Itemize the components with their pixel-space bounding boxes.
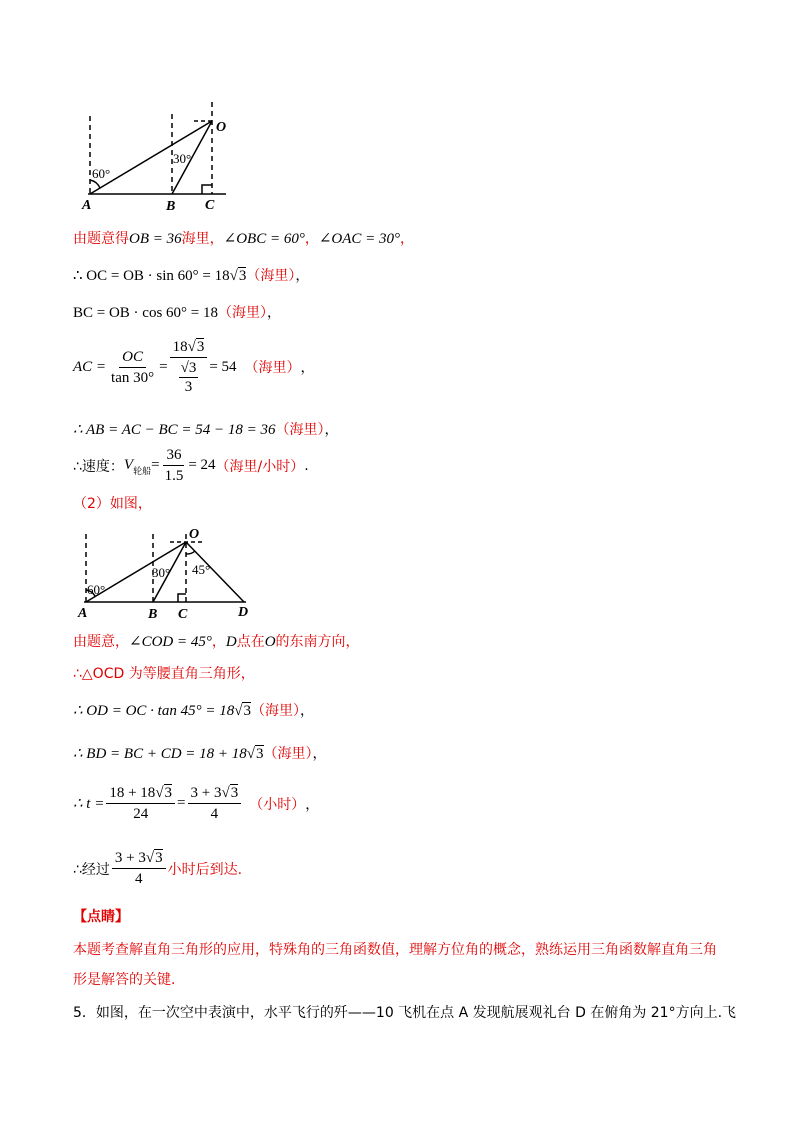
- comment-line2: 形是解答的关键.: [73, 972, 176, 988]
- solution1-line3: BC = OB · cos 60° = 18（海里），: [73, 305, 282, 321]
- solution2-line6: ∴经过 $\frac{3 + 3√3}{4}$ 小时后到达.: [73, 850, 243, 887]
- angle-30-label: 30°: [173, 151, 192, 166]
- point-b-label: B: [148, 607, 158, 620]
- point-b-label: B: [166, 199, 176, 214]
- angle-arc-a: [90, 180, 100, 188]
- point-d-label: D: [238, 605, 249, 620]
- point-a-label: A: [82, 198, 92, 213]
- question5-text: 5．如图，在一次空中表演中，水平飞行的歼——10 飞机在点 A 发现航展观礼台 D 在俯角为 21°方向上.飞: [73, 1005, 737, 1021]
- point-c-label: C: [178, 607, 188, 620]
- fraction-oc-over-tan30: $\frac{OC}{\tan 30^\circ}$: [111, 348, 155, 386]
- solution2-line1: 由题意，∠COD = 45°，D点在O的东南方向，: [73, 634, 360, 650]
- angle-60-label: 60°: [92, 166, 111, 181]
- solution2-line4: ∴ BD = BC + CD = 18 + 18√3（海里），: [73, 746, 327, 762]
- angle-45-label: 45°: [192, 562, 211, 577]
- segment-ao: [90, 121, 212, 194]
- angle-30-label: 30°: [152, 565, 171, 580]
- figure-2-diagram: [74, 524, 254, 620]
- part2-label: （2）如图，: [73, 496, 152, 512]
- point-c-label: C: [205, 198, 215, 213]
- point-o-label: O: [216, 120, 227, 135]
- solution1-line5: ∴ AB = AC − BC = 54 − 18 = 36（海里），: [73, 422, 339, 438]
- solution1-line6: ∴速度： V 轮船 = $\frac{36}{1.5}$ = 24 （海里/小时） .: [73, 447, 309, 484]
- fraction-18root3-over-root3-3: 18√3 √3 3: [170, 338, 208, 396]
- point-o-label: O: [189, 527, 200, 542]
- comment-line1: 本题考查解直角三角形的应用，特殊角的三角函数值，理解方位角的概念，熟练运用三角函数解直角三角: [73, 942, 717, 958]
- comment-heading: 【点睛】: [73, 909, 129, 925]
- solution1-line2: ∴ OC = OB · sin 60° = 18√3（海里），: [73, 268, 310, 284]
- solution2-line3: ∴ OD = OC · tan 45° = 18√3（海里），: [73, 703, 314, 719]
- solution2-line2: ∴△OCD 为等腰直角三角形，: [73, 666, 255, 682]
- angle-60-label: 60°: [87, 582, 106, 597]
- solution1-line1: 由题意得OB = 36海里，∠OBC = 60°，∠OAC = 30°，: [73, 231, 415, 247]
- point-a-label: A: [78, 606, 88, 620]
- right-angle-mark: [202, 185, 212, 194]
- solution2-line5: ∴ t = $\frac{18 + 18√3}{24}$ = $\frac{3 + 3√3}{4}$ （小时） ，: [73, 785, 320, 822]
- right-angle-mark: [178, 594, 186, 602]
- solution1-line4: AC = $\frac{OC}{\tan 30^\circ}$ = 18√3 √3 3 = 54 （海里） ，: [73, 339, 315, 395]
- figure-1-diagram: [78, 98, 238, 214]
